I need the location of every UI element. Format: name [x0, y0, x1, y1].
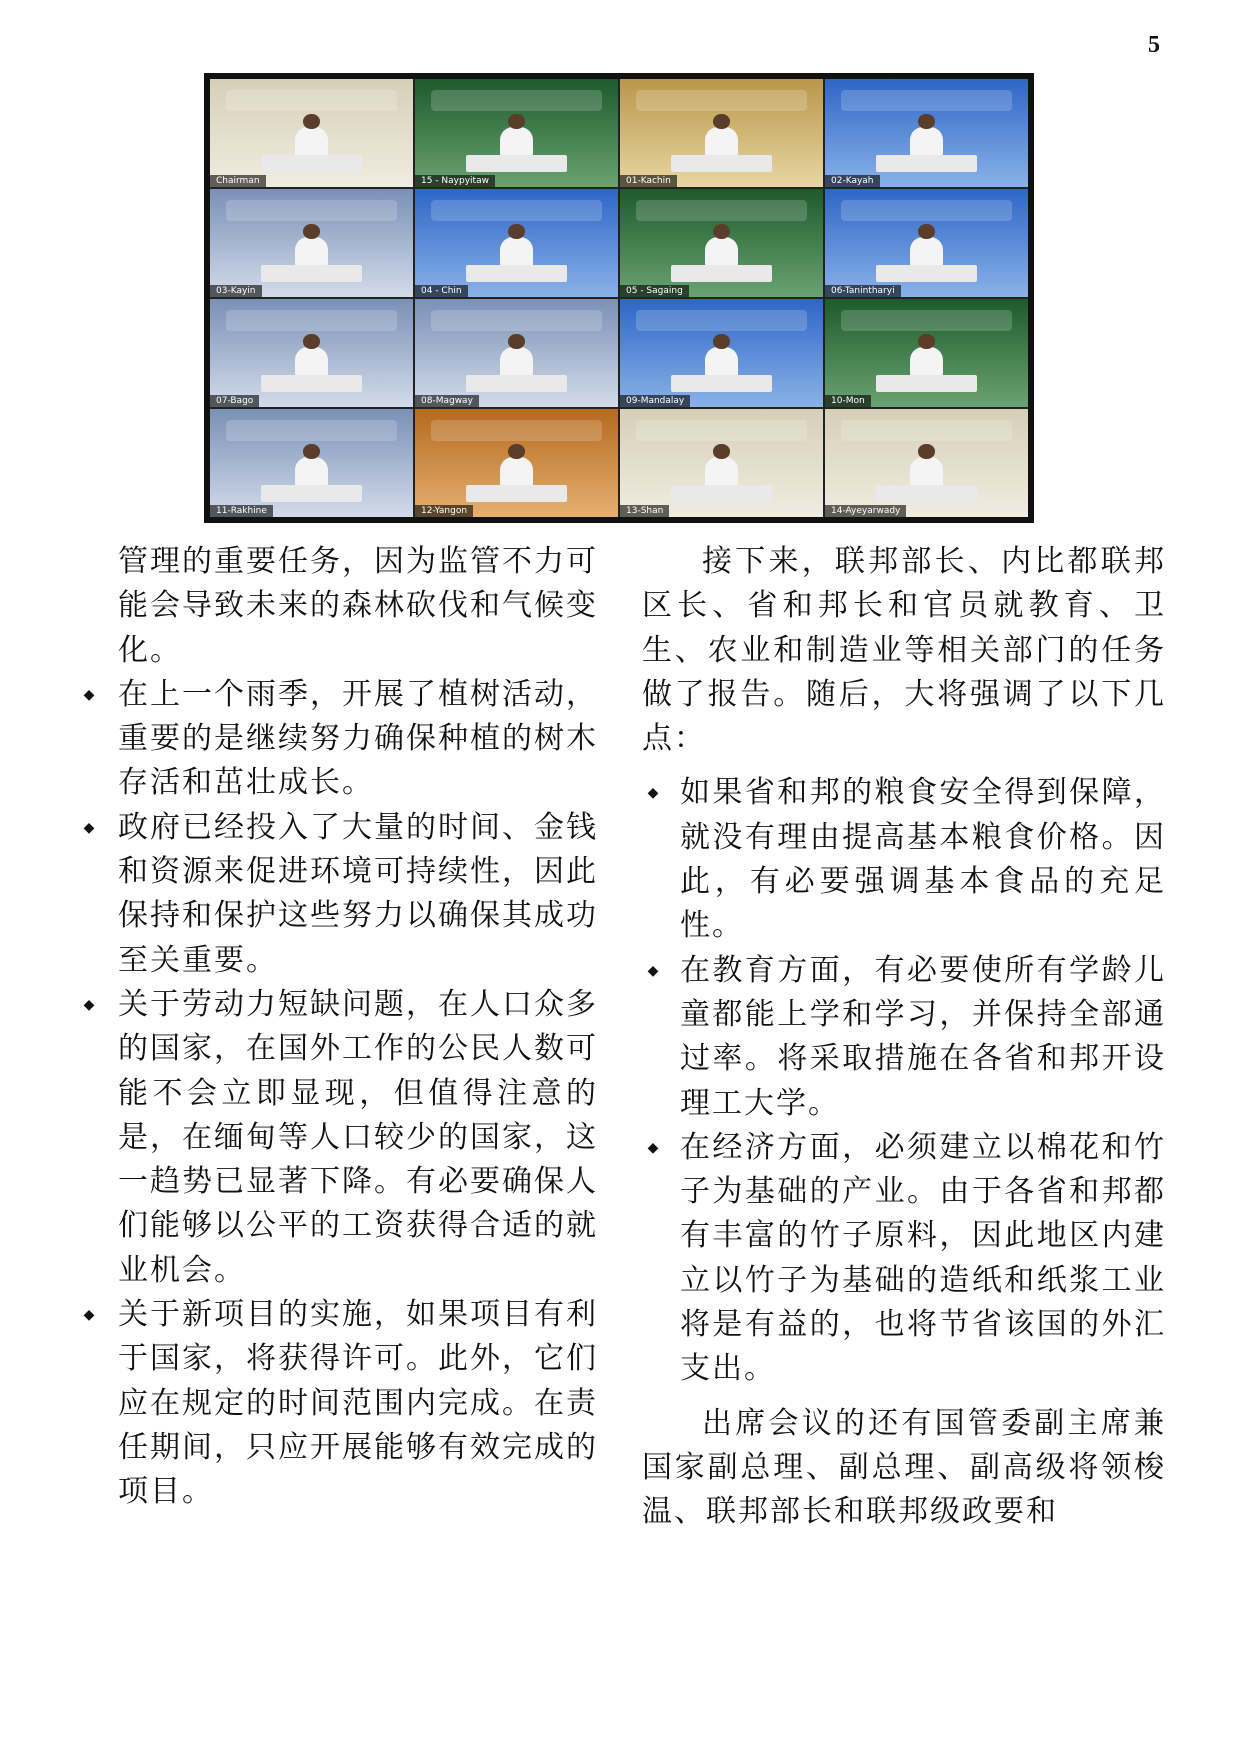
- tile-label: 11-Rakhine: [210, 505, 273, 517]
- bullet-item: ◆ 在上一个雨季，开展了植树活动，重要的是继续努力确保种植的树木存活和茁壮成长。: [118, 673, 598, 806]
- bullet-item: ◆ 在教育方面，有必要使所有学龄儿童都能上学和学习，并保持全部通过率。将采取措施在各省和邦开设理工大学。: [642, 949, 1166, 1126]
- tile-label: 08-Magway: [415, 395, 479, 407]
- tile-label: 09-Mandalay: [620, 395, 690, 407]
- conference-tile: [620, 189, 823, 297]
- office-banner: [636, 200, 807, 222]
- conference-tile: [825, 79, 1028, 187]
- desk: [671, 375, 773, 392]
- office-banner: [841, 200, 1012, 222]
- office-banner: [636, 420, 807, 442]
- conference-tile: [415, 189, 618, 297]
- tile-label: 15 - Naypyitaw: [415, 175, 495, 187]
- bullet-item: ◆ 如果省和邦的粮食安全得到保障，就没有理由提高基本粮食价格。因此，有必要强调基本食品的充足性。: [642, 771, 1166, 948]
- conference-tile: [210, 409, 413, 517]
- office-banner: [431, 420, 602, 442]
- tile-label: 05 - Sagaing: [620, 285, 689, 297]
- conference-tile: [620, 79, 823, 187]
- tile-label: Chairman: [210, 175, 266, 187]
- desk: [261, 155, 363, 172]
- office-banner: [636, 90, 807, 112]
- office-banner: [841, 310, 1012, 332]
- desk: [876, 485, 978, 502]
- tile-label: 13-Shan: [620, 505, 669, 517]
- page-number: 5: [1148, 32, 1160, 58]
- photo-grid: [210, 79, 1028, 517]
- desk: [671, 265, 773, 282]
- office-banner: [636, 310, 807, 332]
- conference-tile: [415, 409, 618, 517]
- bullet-icon: ◆: [83, 1307, 97, 1324]
- right-column: [642, 540, 1166, 1535]
- desk: [671, 485, 773, 502]
- office-banner: [226, 200, 397, 222]
- office-banner: [841, 420, 1012, 442]
- bullet-item: ◆ 在经济方面，必须建立以棉花和竹子为基础的产业。由于各省和邦都有丰富的竹子原料，因此地区内建立以竹子为基础的造纸和纸浆工业将是有益的，也将节省该国的外汇支出。: [642, 1126, 1166, 1392]
- video-conference-photo: [204, 73, 1034, 523]
- tile-label: 06-Tanintharyi: [825, 285, 901, 297]
- desk: [876, 155, 978, 172]
- tile-label: 07-Bago: [210, 395, 259, 407]
- conference-tile: [620, 299, 823, 407]
- bullet-item: ◆ 关于新项目的实施，如果项目有利于国家，将获得许可。此外，它们应在规定的时间范围内完成。在责任期间，只应开展能够有效完成的项目。: [118, 1293, 598, 1514]
- office-banner: [431, 200, 602, 222]
- bullet-item: ◆ 关于劳动力短缺问题，在人口众多的国家，在国外工作的公民人数可能不会立即显现，但值得注意的是，在缅甸等人口较少的国家，这一趋势已显著下降。有必要确保人们能够以公平的工资获得合适的就业机会。: [118, 983, 598, 1293]
- desk: [261, 485, 363, 502]
- desk: [876, 375, 978, 392]
- desk: [466, 155, 568, 172]
- tile-label: 14-Ayeyarwady: [825, 505, 906, 517]
- bullet-item: ◆ 政府已经投入了大量的时间、金钱和资源来促进环境可持续性，因此保持和保护这些努力以确保其成功至关重要。: [118, 806, 598, 983]
- conference-tile: [210, 189, 413, 297]
- office-banner: [431, 310, 602, 332]
- bullet-icon: ◆: [647, 785, 661, 802]
- paragraph-intro: 接下来，联邦部长、内比都联邦区长、省和邦长和官员就教育、卫生、农业和制造业等相关部门的任务做了报告。随后，大将强调了以下几点：: [642, 544, 1166, 757]
- right-bullet-list: [642, 771, 1166, 1391]
- paragraph-continuation: 管理的重要任务，因为监管不力可能会导致未来的森林砍伐和气候变化。: [118, 544, 598, 668]
- conference-tile: [825, 299, 1028, 407]
- tile-label: 12-Yangon: [415, 505, 473, 517]
- tile-label: 04 - Chin: [415, 285, 468, 297]
- desk: [876, 265, 978, 282]
- desk: [671, 155, 773, 172]
- bullet-icon: ◆: [83, 819, 97, 836]
- bullet-icon: ◆: [83, 686, 97, 703]
- conference-tile: [415, 299, 618, 407]
- conference-tile: [825, 189, 1028, 297]
- tile-label: 02-Kayah: [825, 175, 880, 187]
- conference-tile: [620, 409, 823, 517]
- office-banner: [431, 90, 602, 112]
- left-column: [83, 540, 598, 1515]
- conference-tile: [210, 299, 413, 407]
- tile-label: 03-Kayin: [210, 285, 262, 297]
- bullet-icon: ◆: [647, 962, 661, 979]
- conference-tile: [825, 409, 1028, 517]
- bullet-icon: ◆: [647, 1139, 661, 1156]
- left-bullet-list: [83, 673, 598, 1515]
- office-banner: [226, 90, 397, 112]
- desk: [466, 265, 568, 282]
- office-banner: [841, 90, 1012, 112]
- office-banner: [226, 310, 397, 332]
- tile-label: 10-Mon: [825, 395, 871, 407]
- desk: [261, 375, 363, 392]
- desk: [466, 375, 568, 392]
- office-banner: [226, 420, 397, 442]
- tile-label: 01-Kachin: [620, 175, 677, 187]
- desk: [466, 485, 568, 502]
- desk: [261, 265, 363, 282]
- conference-tile: [415, 79, 618, 187]
- paragraph-closing: 出席会议的还有国管委副主席兼国家副总理、副总理、副高级将领梭温、联邦部长和联邦级政要和: [642, 1405, 1166, 1530]
- conference-tile: [210, 79, 413, 187]
- bullet-icon: ◆: [83, 996, 97, 1013]
